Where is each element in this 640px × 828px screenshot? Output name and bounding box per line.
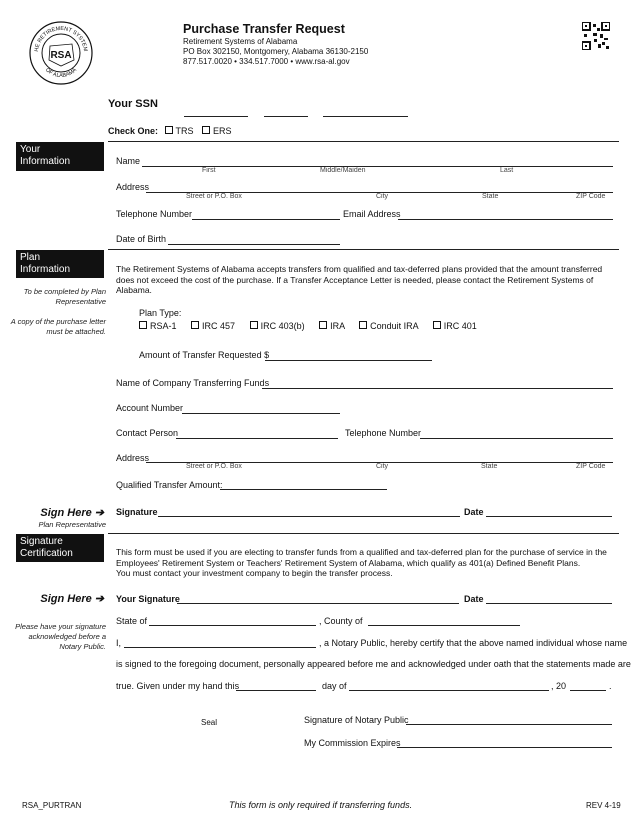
- member-date-field[interactable]: [486, 603, 612, 604]
- cert-intro-text: This form must be used if you are electing to transfer funds from a qualified and tax-deferred plan for the purchase of service in the Employees' Retirement System or Teachers' Retirement System of Alabama, which qualify as 401(a) Defined Benefit Plans.: [116, 547, 607, 568]
- notary-true-text: true. Given under my hand this: [116, 681, 240, 691]
- company-field[interactable]: [262, 388, 613, 389]
- plan-zip-sublabel: ZIP Code: [576, 463, 606, 470]
- account-number-label: Account Number: [116, 403, 184, 413]
- last-sublabel: Last: [500, 167, 514, 174]
- plan-intro-text: The Retirement Systems of Alabama accepts transfers from qualified and tax-deferred plans provided that the amount transferred does not exceed the cost of the purchase. If a Transfer Acceptance Letter is needed, please contact the Retirement Systems of Alabama.: [116, 264, 603, 295]
- plan-state-sublabel: State: [481, 463, 498, 470]
- checkbox-irc403b[interactable]: IRC 403(b): [250, 321, 305, 331]
- period: .: [609, 681, 612, 691]
- state-of-label: State of: [116, 616, 148, 626]
- contact-person-field[interactable]: [176, 438, 338, 439]
- your-signature-label: Your Signature: [116, 594, 180, 604]
- checkbox-trs[interactable]: TRS: [165, 126, 194, 136]
- zip-sublabel: ZIP Code: [576, 193, 606, 200]
- contact-person-label: Contact Person: [116, 428, 179, 438]
- plan-phone-field[interactable]: [420, 438, 613, 439]
- notary-month-field[interactable]: [349, 690, 549, 691]
- amount-field[interactable]: [265, 360, 432, 361]
- sign-here-plan-rep: Sign Here ➔: [40, 507, 104, 519]
- state-of-field[interactable]: [149, 625, 316, 626]
- email-field[interactable]: [398, 219, 613, 220]
- member-date-label: Date: [464, 594, 484, 604]
- checkbox-conduit-ira[interactable]: Conduit IRA: [359, 321, 418, 331]
- dob-label: Date of Birth: [116, 234, 167, 244]
- city-sublabel: City: [376, 193, 389, 200]
- notary-signature-label: Signature of Notary Public: [304, 715, 409, 725]
- seal-bottom-text: OF ALABAMA: [44, 67, 78, 80]
- org-contact: 877.517.0020 • 334.517.7000 • www.rsa-al.gov: [183, 57, 350, 66]
- phone-field[interactable]: [192, 219, 340, 220]
- ssn-part-2[interactable]: [264, 116, 308, 117]
- org-address: PO Box 302150, Montgomery, Alabama 36130-2150: [183, 47, 369, 56]
- your-signature-field[interactable]: [177, 603, 459, 604]
- county-of-label: , County of: [319, 616, 363, 626]
- sign-here-member: Sign Here ➔: [40, 593, 104, 605]
- middle-sublabel: Middle/Maiden: [320, 167, 366, 174]
- plan-type-label: Plan Type:: [139, 308, 182, 318]
- ssn-part-1[interactable]: [184, 116, 248, 117]
- plan-city-sublabel: City: [376, 463, 389, 470]
- footer-note: This form is only required if transferring funds.: [229, 800, 413, 810]
- notary-signed-text: is signed to the foregoing document, personally appeared before me and acknowledged under oath that the statements made are: [116, 659, 631, 669]
- seal-label: Seal: [201, 718, 218, 727]
- qr-code-icon: [582, 22, 610, 50]
- qualified-amount-label: Qualified Transfer Amount:: [116, 480, 223, 490]
- notary-day-field[interactable]: [236, 690, 316, 691]
- svg-text:OF ALABAMA: [44, 67, 78, 79]
- rsa-seal-logo: [28, 20, 94, 86]
- name-label: Name: [116, 156, 141, 166]
- notary-year-field[interactable]: [570, 690, 606, 691]
- plan-street-sublabel: Street or P.O. Box: [186, 463, 242, 470]
- seal-top-text: HE RETIREMENT SYSTEM: [33, 25, 89, 53]
- plan-address-label: Address: [116, 453, 150, 463]
- plan-rep-note: To be completed by Plan Representative: [23, 287, 106, 306]
- section-signature-certification: Signature Certification: [16, 534, 104, 562]
- plan-date-label: Date: [464, 507, 484, 517]
- revision-label: REV 4-19: [586, 801, 621, 810]
- commission-expires-field[interactable]: [397, 747, 612, 748]
- checkbox-ira[interactable]: IRA: [319, 321, 345, 331]
- day-of-label: day of: [322, 681, 347, 691]
- section-divider: [108, 533, 619, 534]
- org-name: Retirement Systems of Alabama: [183, 37, 298, 46]
- ssn-label: Your SSN: [108, 98, 158, 110]
- street-sublabel: Street or P.O. Box: [186, 193, 242, 200]
- form-title: Purchase Transfer Request: [183, 22, 345, 36]
- plan-rep-sublabel: Plan Representative: [38, 520, 106, 529]
- plan-signature-field[interactable]: [158, 516, 460, 517]
- account-number-field[interactable]: [182, 413, 340, 414]
- section-divider: [108, 249, 619, 250]
- section-divider: [108, 141, 619, 142]
- notary-name-field[interactable]: [124, 647, 316, 648]
- checkbox-irc457[interactable]: IRC 457: [191, 321, 235, 331]
- company-label: Name of Company Transferring Funds: [116, 378, 270, 388]
- amount-label: Amount of Transfer Requested $: [139, 350, 270, 360]
- plan-signature-label: Signature: [116, 507, 158, 517]
- notary-certify-text: , a Notary Public, hereby certify that the above named individual whose name: [319, 638, 628, 648]
- checkbox-rsa1[interactable]: RSA-1: [139, 321, 177, 331]
- form-code: RSA_PURTRAN: [22, 801, 82, 810]
- address-label: Address: [116, 182, 150, 192]
- checkbox-ers[interactable]: ERS: [202, 126, 232, 136]
- plan-date-field[interactable]: [486, 516, 612, 517]
- cert-intro-bold: You must contact your investment company to begin the transfer process.: [116, 568, 393, 578]
- check-one-label: Check One:: [108, 126, 159, 136]
- notary-note: Please have your signature acknowledged before a Notary Public.: [15, 622, 106, 651]
- plan-phone-label: Telephone Number: [345, 428, 422, 438]
- county-of-field[interactable]: [368, 625, 520, 626]
- commission-expires-label: My Commission Expires: [304, 738, 401, 748]
- dob-field[interactable]: [168, 244, 340, 245]
- section-plan-information: Plan Information: [16, 250, 104, 278]
- section-your-information: Your Information: [16, 142, 104, 171]
- email-label: Email Address: [343, 209, 401, 219]
- state-sublabel: State: [482, 193, 499, 200]
- seal-monogram: RSA: [50, 50, 72, 61]
- notary-i-label: I,: [116, 638, 122, 648]
- first-sublabel: First: [202, 167, 216, 174]
- qualified-amount-field[interactable]: [220, 489, 387, 490]
- purchase-letter-note: A copy of the purchase letter must be attached.: [10, 317, 106, 336]
- checkbox-irc401[interactable]: IRC 401: [433, 321, 477, 331]
- notary-signature-field[interactable]: [406, 724, 612, 725]
- phone-label: Telephone Number: [116, 209, 193, 219]
- ssn-part-3[interactable]: [323, 116, 408, 117]
- year-prefix-label: , 20: [551, 681, 567, 691]
